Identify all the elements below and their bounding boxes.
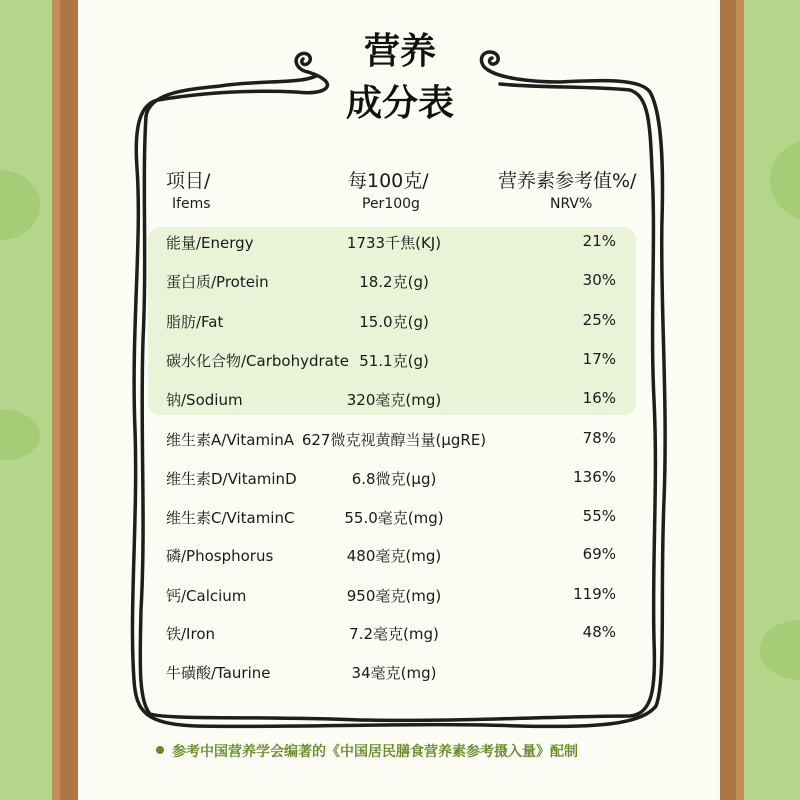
header-per100-cn: 每100克/ [348, 170, 429, 192]
nutrient-row [0, 269, 800, 293]
nutrient-row [0, 621, 800, 645]
nutrient-nrv: 21% [582, 232, 616, 250]
nutrient-nrv: 16% [582, 389, 616, 407]
header-nrv [498, 172, 636, 211]
nutrient-name: 磷/Phosphorus [166, 547, 274, 565]
header-item-en: Ifems [172, 196, 211, 212]
nutrient-value: 55.0毫克(mg) [344, 509, 444, 527]
nutrient-name: 脂肪/Fat [166, 313, 224, 331]
footer-note [156, 741, 578, 761]
bullet-dot-icon [156, 746, 164, 754]
header-per100 [348, 172, 429, 211]
nutrient-nrv: 119% [573, 585, 616, 603]
nutrient-nrv: 136% [573, 468, 616, 486]
nutrient-value: 627微克视黄醇当量(μgRE) [301, 431, 487, 449]
header-per100-en: Per100g [362, 196, 420, 212]
header-item [166, 172, 211, 211]
nutrient-name: 碳水化合物/Carbohydrate [166, 352, 349, 370]
header-item-cn: 项目/ [166, 170, 211, 192]
nutrient-nrv: 30% [582, 271, 616, 289]
nutrient-value: 480毫克(mg) [346, 547, 442, 565]
nutrient-value: 320毫克(mg) [346, 391, 442, 409]
nutrient-name: 维生素D/VitaminD [166, 470, 297, 488]
nutrient-value: 15.0克(g) [359, 313, 429, 331]
nutrient-value: 950毫克(mg) [346, 587, 442, 605]
nutrient-row [0, 505, 800, 529]
nutrient-nrv: 78% [582, 429, 616, 447]
nutrient-name: 钠/Sodium [166, 391, 243, 409]
nutrient-value: 34毫克(mg) [351, 664, 437, 682]
nutrient-row [0, 427, 800, 451]
title-line1: 营养 [363, 31, 436, 72]
nutrient-name: 能量/Energy [166, 234, 254, 252]
nutrient-nrv: 17% [582, 350, 616, 368]
header-nrv-en: NRV% [550, 196, 593, 212]
nutrient-value: 6.8微克(μg) [351, 470, 437, 488]
nutrient-value: 51.1克(g) [359, 352, 429, 370]
nutrient-row [0, 348, 800, 372]
nutrient-name: 钙/Calcium [166, 587, 247, 605]
nutrient-row [0, 387, 800, 411]
nutrient-row [0, 466, 800, 490]
nutrient-value: 7.2毫克(mg) [349, 625, 439, 643]
footer-text: 参考中国营养学会编著的《中国居民膳食营养素参考摄入量》配制 [172, 744, 578, 760]
nutrient-name: 维生素C/VitaminC [166, 509, 295, 527]
nutrient-row [0, 309, 800, 333]
nutrient-row [0, 583, 800, 607]
nutrient-name: 蛋白质/Protein [166, 273, 269, 291]
nutrient-row [0, 660, 800, 684]
title-line2: 成分表 [345, 83, 454, 124]
nutrient-nrv: 55% [582, 507, 616, 525]
nutrient-name: 维生素A/VitaminA [166, 431, 295, 449]
nutrient-value: 1733千焦(KJ) [346, 234, 442, 252]
nutrient-name: 铁/Iron [166, 625, 215, 643]
nutrient-row [0, 543, 800, 567]
nutrient-nrv: 48% [582, 623, 616, 641]
nutrient-nrv: 69% [582, 545, 616, 563]
nutrient-name: 牛磺酸/Taurine [166, 664, 271, 682]
nutrient-value: 18.2克(g) [359, 273, 429, 291]
nutrient-row [0, 230, 800, 254]
header-nrv-cn: 营养素参考值%/ [498, 170, 637, 192]
nutrient-nrv: 25% [582, 311, 616, 329]
